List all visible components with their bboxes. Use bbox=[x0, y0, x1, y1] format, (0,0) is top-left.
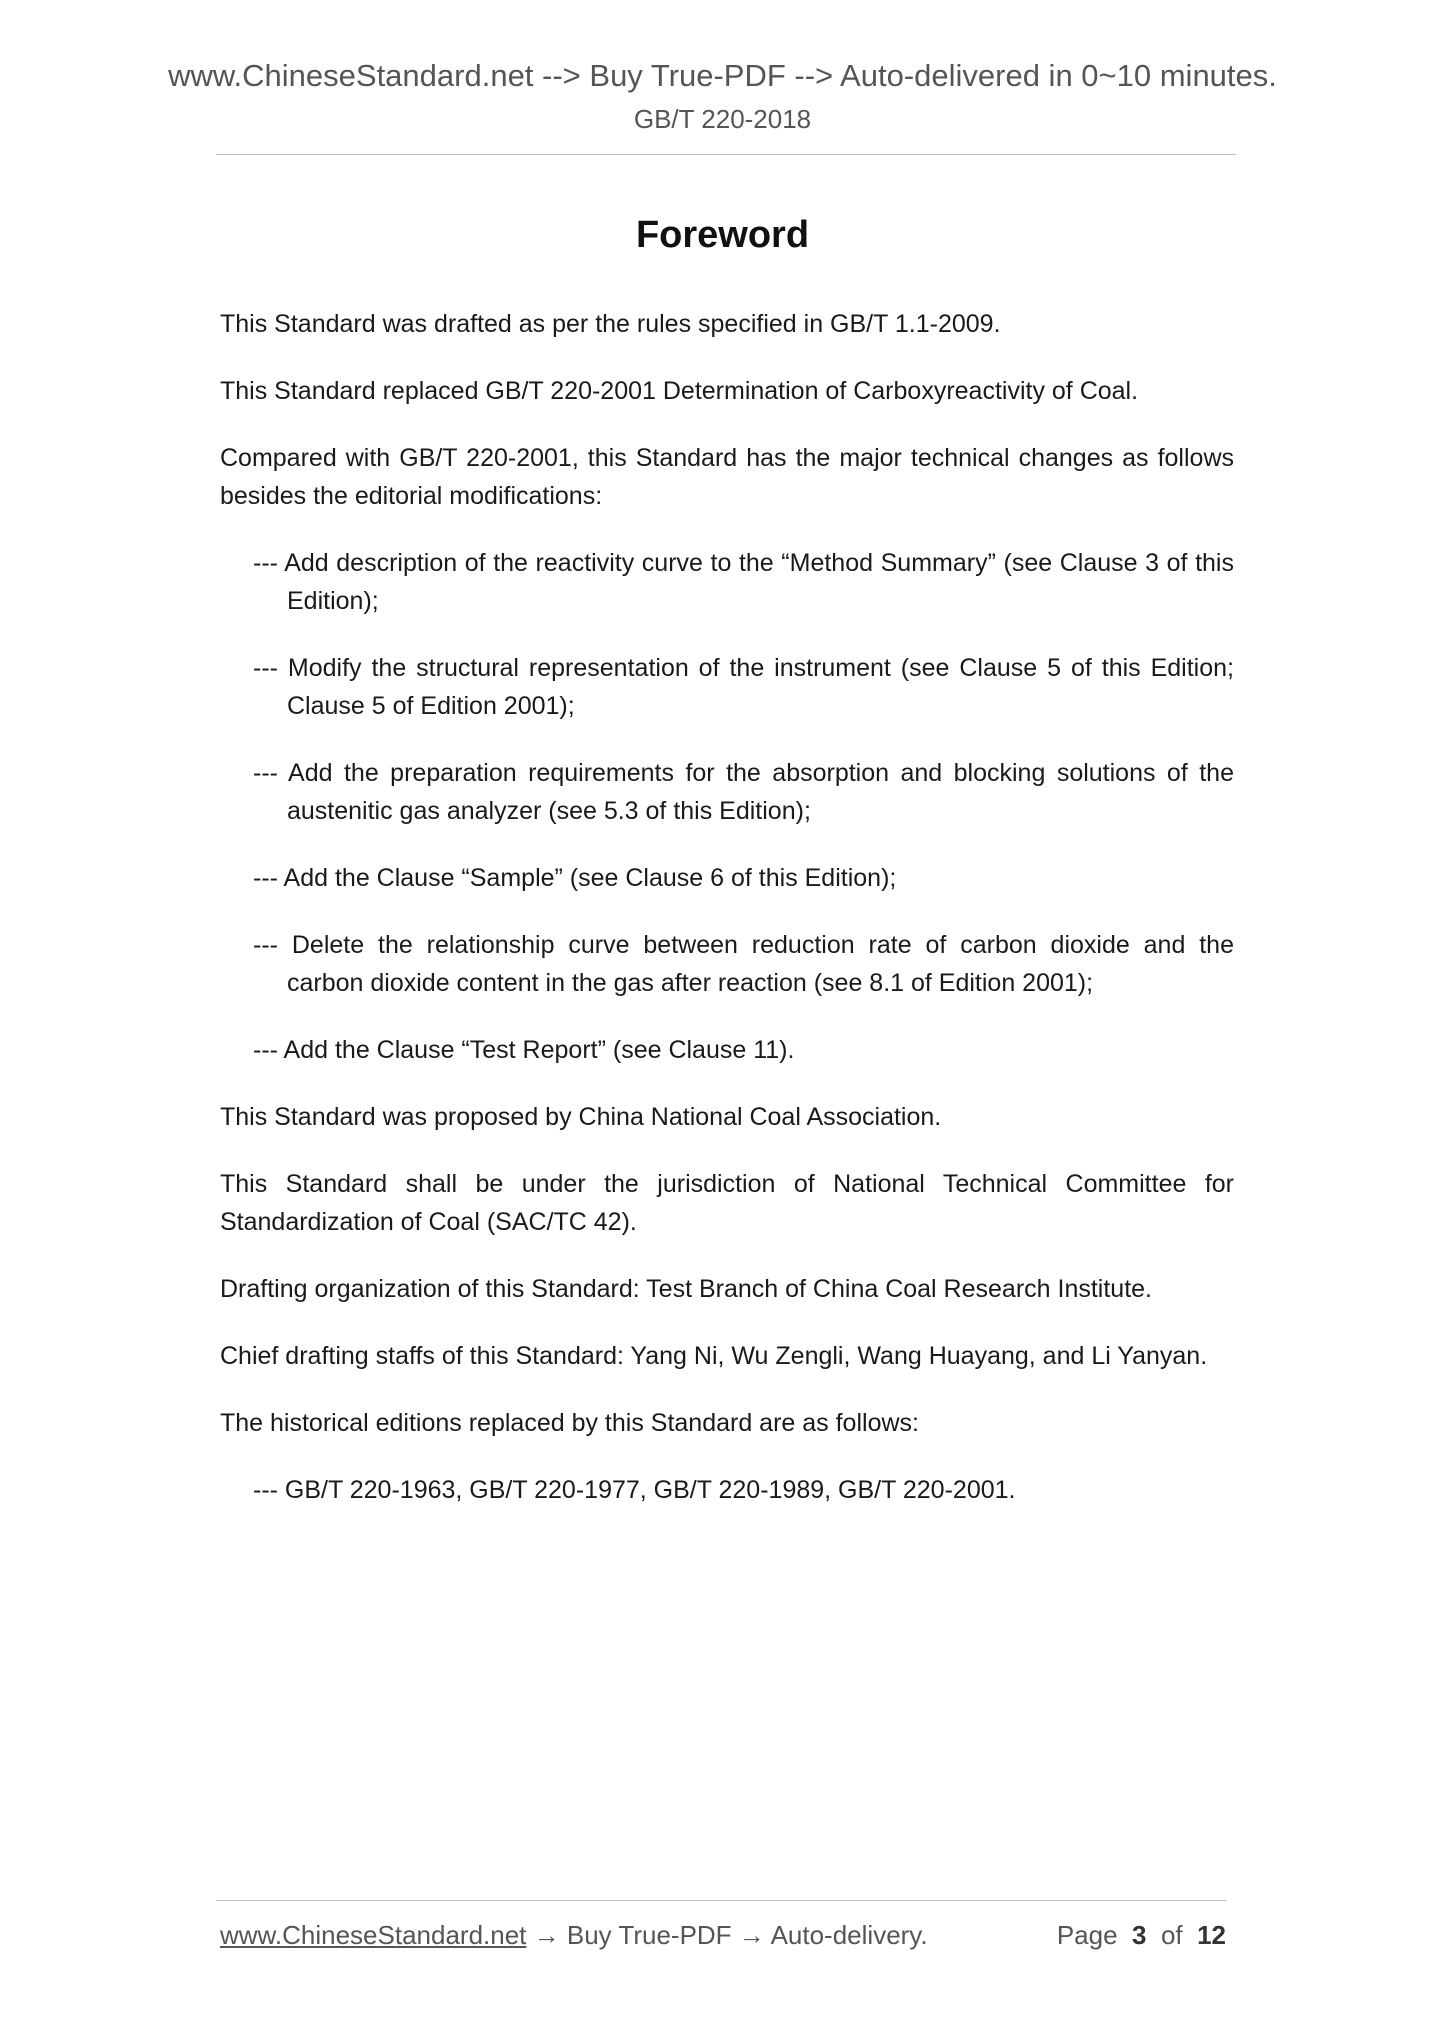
change-item: --- Delete the relationship curve between reduction rate of carbon dioxide and the carbon dioxide content in the gas after reaction (see 8.1 of Edition 2001); bbox=[253, 931, 1234, 997]
header-divider bbox=[216, 154, 1236, 155]
paragraph: This Standard was proposed by China National Coal Association. bbox=[220, 1103, 942, 1131]
paragraph: Drafting organization of this Standard: Test Branch of China Coal Research Institute. bbox=[220, 1275, 1152, 1303]
change-item: --- Add the Clause “Test Report” (see Clause 11). bbox=[253, 1036, 795, 1064]
top-banner: www.ChineseStandard.net --> Buy True-PDF --> Auto-delivered in 0~10 minutes. bbox=[168, 58, 1277, 93]
page-footer bbox=[220, 1920, 1226, 1952]
document-body bbox=[220, 305, 1234, 1538]
page-of-label: of bbox=[1160, 1920, 1183, 1950]
document-code: GB/T 220-2018 bbox=[633, 104, 812, 134]
change-item: --- Modify the structural representation of the instrument (see Clause 5 of this Edition; Clause 5 of Edition 2001); bbox=[253, 654, 1234, 720]
paragraph: Chief drafting staffs of this Standard: Yang Ni, Wu Zengli, Wang Huayang, and Li Yanyan. bbox=[220, 1342, 1208, 1370]
page-label: Page bbox=[1056, 1920, 1118, 1950]
footer-website-link[interactable]: www.ChineseStandard.net bbox=[220, 1920, 527, 1950]
change-item: --- Add the preparation requirements for the absorption and blocking solutions of the austenitic gas analyzer (see 5.3 of this Edition); bbox=[253, 759, 1234, 825]
footer-tagline: → Buy True-PDF → Auto-delivery. bbox=[526, 1920, 928, 1950]
paragraph: The historical editions replaced by this Standard are as follows: bbox=[220, 1409, 919, 1437]
page-total: 12 bbox=[1197, 1920, 1226, 1950]
paragraph: Compared with GB/T 220-2001, this Standard has the major technical changes as follows besides the editorial modifications: bbox=[220, 444, 1234, 510]
footer-divider bbox=[216, 1900, 1226, 1901]
footer-promo bbox=[220, 1920, 928, 1951]
page-title: Foreword bbox=[635, 214, 810, 256]
page-current: 3 bbox=[1132, 1920, 1147, 1950]
paragraph: This Standard replaced GB/T 220-2001 Determination of Carboxyreactivity of Coal. bbox=[220, 377, 1139, 405]
change-item: --- Add the Clause “Sample” (see Clause 6 of this Edition); bbox=[253, 864, 897, 892]
paragraph: This Standard shall be under the jurisdiction of National Technical Committee for Standardization of Coal (SAC/TC 42). bbox=[220, 1170, 1234, 1236]
paragraph: This Standard was drafted as per the rules specified in GB/T 1.1-2009. bbox=[220, 310, 1001, 338]
change-item: --- Add description of the reactivity curve to the “Method Summary” (see Clause 3 of this Edition); bbox=[253, 549, 1234, 615]
historical-editions-item: --- GB/T 220-1963, GB/T 220-1977, GB/T 220-1989, GB/T 220-2001. bbox=[253, 1476, 1016, 1504]
page-number bbox=[1057, 1920, 1226, 1951]
